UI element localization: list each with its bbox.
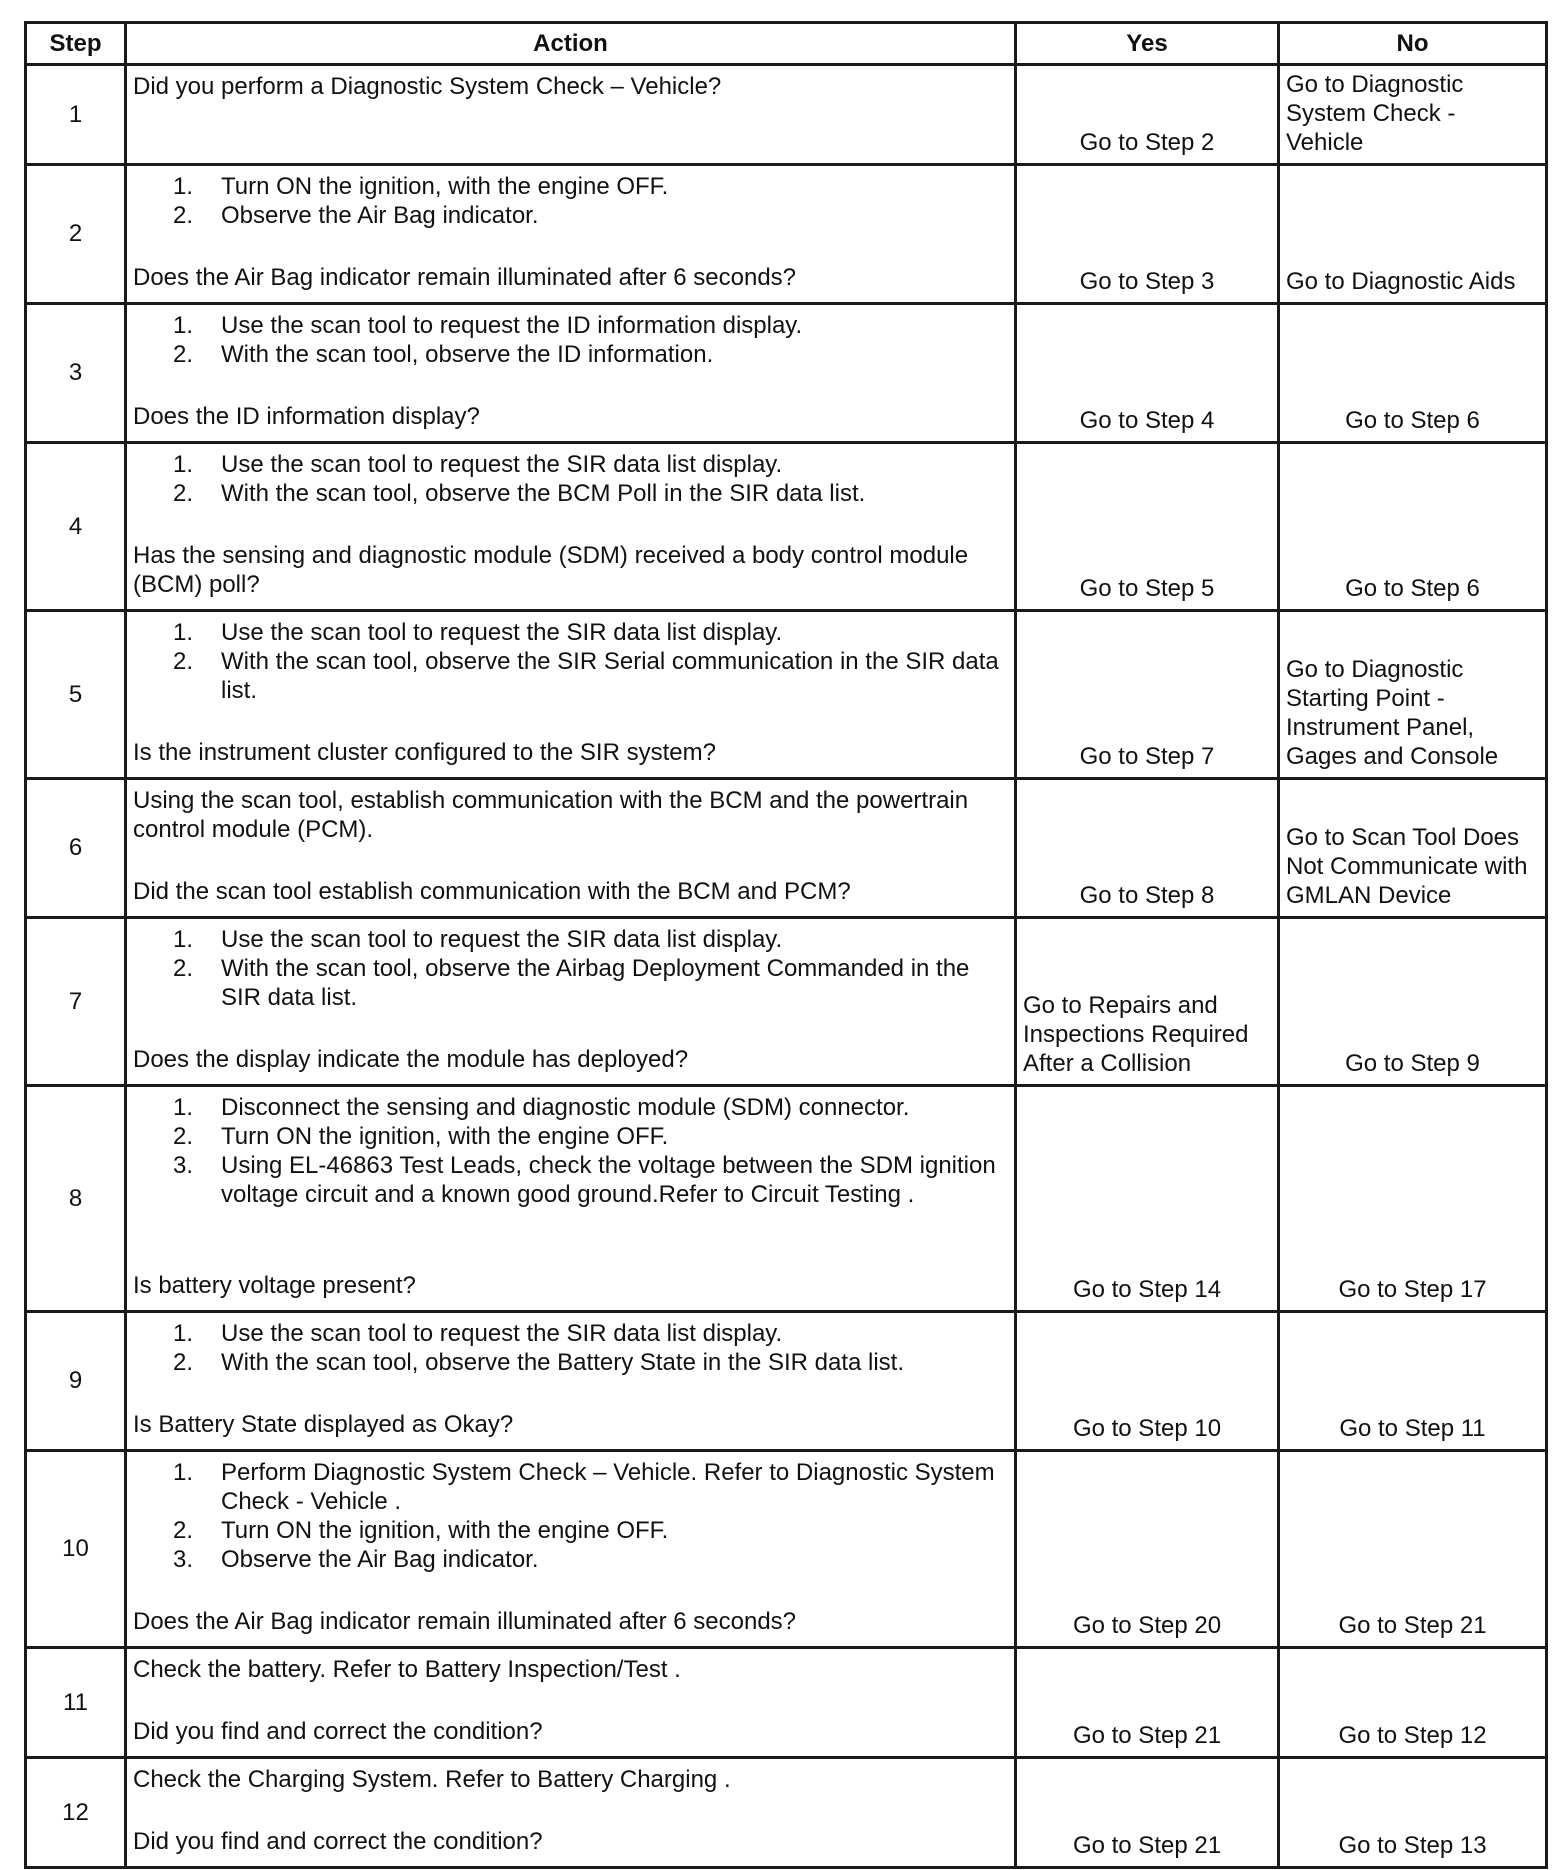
substep-item <box>133 172 1008 201</box>
action-cell <box>126 443 1016 611</box>
action-question: Does the Air Bag indicator remain illuminated after 6 seconds? <box>133 1608 797 1635</box>
yes-result: Go to Step 20 <box>1016 1451 1279 1648</box>
step-number: 11 <box>26 1648 126 1758</box>
action-cell <box>126 1451 1016 1648</box>
substep-text: With the scan tool, observe the BCM Poll in the SIR data list. <box>221 480 866 507</box>
substep-number: 2. <box>172 341 193 368</box>
yes-result: Go to Step 3 <box>1016 165 1279 304</box>
action-question: Is the instrument cluster configured to the SIR system? <box>133 739 716 766</box>
substep-text: Use the scan tool to request the ID information display. <box>221 312 803 339</box>
action-cell <box>126 779 1016 918</box>
action-question: Has the sensing and diagnostic module (SDM) received a body control module (BCM) poll? <box>133 542 969 598</box>
step-number: 4 <box>26 443 126 611</box>
substep-item <box>133 479 1008 508</box>
substep-list <box>133 1319 1008 1377</box>
substep-number: 1. <box>172 312 193 339</box>
substep-list <box>133 311 1008 369</box>
substep-item <box>133 618 1008 647</box>
no-result: Go to Step 6 <box>1279 443 1547 611</box>
no-result: Go to Step 6 <box>1279 304 1547 443</box>
no-result: Go to Step 17 <box>1279 1086 1547 1312</box>
substep-item <box>133 647 1008 705</box>
substep-item <box>133 340 1008 369</box>
substep-list <box>133 618 1008 705</box>
action-question: Did you find and correct the condition? <box>133 1828 543 1855</box>
substep-item <box>133 954 1008 1012</box>
substep-list <box>133 450 1008 508</box>
action-cell <box>126 1086 1016 1312</box>
action-cell <box>126 165 1016 304</box>
substep-item <box>133 311 1008 340</box>
step-number: 5 <box>26 611 126 779</box>
substep-text: Observe the Air Bag indicator. <box>221 202 539 229</box>
yes-result: Go to Step 8 <box>1016 779 1279 918</box>
action-instruction: Check the battery. Refer to Battery Inspection/Test . <box>133 1656 681 1683</box>
step-number: 8 <box>26 1086 126 1312</box>
table-row <box>26 1312 1547 1451</box>
substep-text: Disconnect the sensing and diagnostic module (SDM) connector. <box>221 1094 910 1121</box>
substep-number: 1. <box>172 1320 193 1347</box>
action-question: Is Battery State displayed as Okay? <box>133 1411 514 1438</box>
yes-result: Go to Repairs and Inspections Required After a Collision <box>1016 918 1279 1086</box>
substep-text: Perform Diagnostic System Check – Vehicle. Refer to Diagnostic System Check - Vehicle . <box>221 1459 995 1515</box>
table-row <box>26 65 1547 165</box>
no-result: Go to Diagnostic System Check - Vehicle <box>1279 65 1547 165</box>
yes-result: Go to Step 10 <box>1016 1312 1279 1451</box>
action-instruction: Did you perform a Diagnostic System Check – Vehicle? <box>133 73 722 100</box>
action-question: Did you find and correct the condition? <box>133 1718 543 1745</box>
action-cell <box>126 65 1016 165</box>
substep-item <box>133 1122 1008 1151</box>
substep-item <box>133 1151 1008 1209</box>
substep-text: With the scan tool, observe the Battery State in the SIR data list. <box>221 1349 905 1376</box>
substep-text: Use the scan tool to request the SIR data list display. <box>221 1320 783 1347</box>
substep-item <box>133 1545 1008 1574</box>
table-row <box>26 1086 1547 1312</box>
table-row <box>26 779 1547 918</box>
action-cell <box>126 1758 1016 1868</box>
action-cell <box>126 1312 1016 1451</box>
substep-number: 2. <box>172 1123 193 1150</box>
table-row <box>26 443 1547 611</box>
substep-number: 2. <box>172 1517 193 1544</box>
action-question: Is battery voltage present? <box>133 1272 416 1299</box>
step-number: 6 <box>26 779 126 918</box>
no-result: Go to Step 13 <box>1279 1758 1547 1868</box>
substep-item <box>133 201 1008 230</box>
no-result: Go to Step 11 <box>1279 1312 1547 1451</box>
yes-result: Go to Step 2 <box>1016 65 1279 165</box>
action-question: Does the Air Bag indicator remain illuminated after 6 seconds? <box>133 264 797 291</box>
substep-number: 2. <box>172 480 193 507</box>
no-result: Go to Diagnostic Aids <box>1279 165 1547 304</box>
substep-number: 2. <box>172 1349 193 1376</box>
substep-number: 1. <box>172 1459 193 1486</box>
yes-result: Go to Step 21 <box>1016 1648 1279 1758</box>
yes-result: Go to Step 14 <box>1016 1086 1279 1312</box>
substep-number: 3. <box>172 1546 193 1573</box>
yes-result: Go to Step 5 <box>1016 443 1279 611</box>
table-row <box>26 918 1547 1086</box>
substep-text: Observe the Air Bag indicator. <box>221 1546 539 1573</box>
substep-text: Turn ON the ignition, with the engine OFF. <box>221 1517 669 1544</box>
substep-item <box>133 1093 1008 1122</box>
action-cell <box>126 304 1016 443</box>
substep-item <box>133 1319 1008 1348</box>
substep-list <box>133 925 1008 1012</box>
no-result: Go to Step 12 <box>1279 1648 1547 1758</box>
step-number: 10 <box>26 1451 126 1648</box>
substep-number: 1. <box>172 619 193 646</box>
substep-text: Turn ON the ignition, with the engine OFF. <box>221 1123 669 1150</box>
substep-item <box>133 1348 1008 1377</box>
substep-text: Use the scan tool to request the SIR data list display. <box>221 926 783 953</box>
substep-number: 1. <box>172 173 193 200</box>
header-step: Step <box>26 23 126 65</box>
table-row <box>26 1451 1547 1648</box>
step-number: 7 <box>26 918 126 1086</box>
action-question: Did the scan tool establish communication with the BCM and PCM? <box>133 878 851 905</box>
substep-item <box>133 450 1008 479</box>
substep-number: 2. <box>172 202 193 229</box>
substep-number: 1. <box>172 1094 193 1121</box>
substep-number: 1. <box>172 451 193 478</box>
action-question: Does the display indicate the module has deployed? <box>133 1046 689 1073</box>
substep-text: Using EL-46863 Test Leads, check the voltage between the SDM ignition voltage circuit and a known good ground.Refer to Circuit Testing . <box>221 1152 996 1208</box>
substep-text: Turn ON the ignition, with the engine OFF. <box>221 173 669 200</box>
no-result: Go to Step 21 <box>1279 1451 1547 1648</box>
substep-text: With the scan tool, observe the SIR Serial communication in the SIR data list. <box>221 648 999 704</box>
action-cell <box>126 611 1016 779</box>
step-number: 1 <box>26 65 126 165</box>
step-number: 9 <box>26 1312 126 1451</box>
no-result: Go to Scan Tool Does Not Communicate with GMLAN Device <box>1279 779 1547 918</box>
table-row <box>26 1648 1547 1758</box>
header-no: No <box>1279 23 1547 65</box>
substep-list <box>133 172 1008 230</box>
substep-text: With the scan tool, observe the ID information. <box>221 341 714 368</box>
yes-result: Go to Step 7 <box>1016 611 1279 779</box>
substep-list <box>133 1458 1008 1574</box>
step-number: 12 <box>26 1758 126 1868</box>
diagnostic-steps-table <box>24 21 1548 1869</box>
substep-number: 3. <box>172 1152 193 1179</box>
substep-number: 1. <box>172 926 193 953</box>
table-row <box>26 165 1547 304</box>
substep-item <box>133 1458 1008 1516</box>
substep-item <box>133 1516 1008 1545</box>
header-row <box>26 23 1547 65</box>
step-number: 2 <box>26 165 126 304</box>
substep-text: Use the scan tool to request the SIR data list display. <box>221 619 783 646</box>
action-cell <box>126 1648 1016 1758</box>
table-row <box>26 1758 1547 1868</box>
yes-result: Go to Step 21 <box>1016 1758 1279 1868</box>
step-number: 3 <box>26 304 126 443</box>
substep-item <box>133 925 1008 954</box>
header-action: Action <box>126 23 1016 65</box>
no-result: Go to Diagnostic Starting Point - Instrument Panel, Gages and Console <box>1279 611 1547 779</box>
yes-result: Go to Step 4 <box>1016 304 1279 443</box>
action-instruction: Using the scan tool, establish communication with the BCM and the powertrain control module (PCM). <box>133 787 969 843</box>
table-row <box>26 611 1547 779</box>
action-cell <box>126 918 1016 1086</box>
no-result: Go to Step 9 <box>1279 918 1547 1086</box>
substep-number: 2. <box>172 648 193 675</box>
substep-list <box>133 1093 1008 1209</box>
action-instruction: Check the Charging System. Refer to Battery Charging . <box>133 1766 731 1793</box>
table-row <box>26 304 1547 443</box>
substep-text: With the scan tool, observe the Airbag Deployment Commanded in the SIR data list. <box>221 955 970 1011</box>
substep-number: 2. <box>172 955 193 982</box>
substep-text: Use the scan tool to request the SIR data list display. <box>221 451 783 478</box>
action-question: Does the ID information display? <box>133 403 480 430</box>
header-yes: Yes <box>1016 23 1279 65</box>
